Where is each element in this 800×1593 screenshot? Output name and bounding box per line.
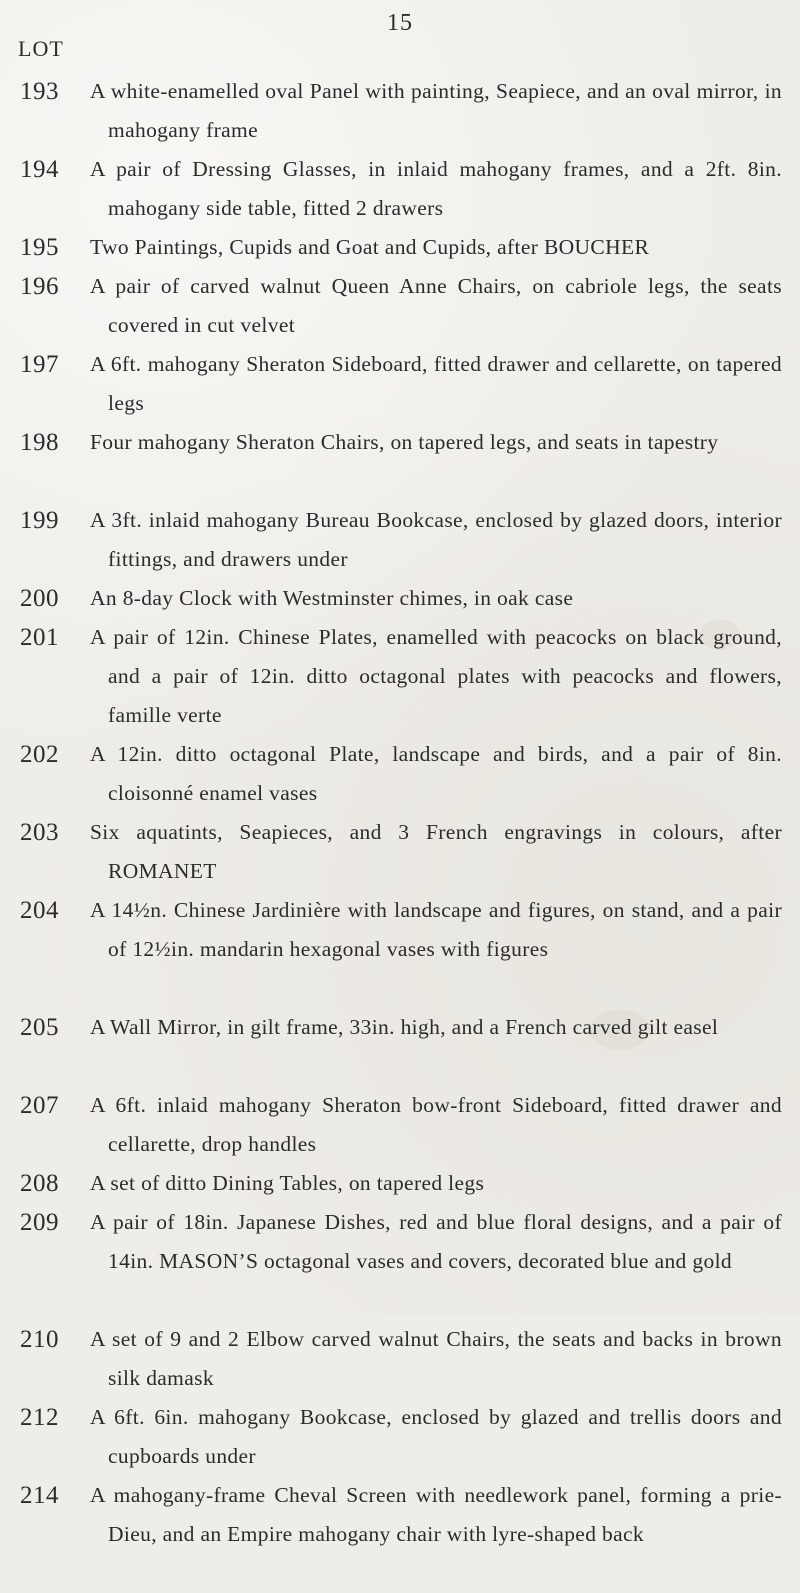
lot-entry: [0, 267, 800, 345]
lot-entry: [0, 579, 800, 618]
lot-description: A 6ft. inlaid mahogany Sheraton bow-front Sideboard, fitted drawer and cellarette, drop handles: [90, 1093, 782, 1156]
lot-entry: [0, 423, 800, 501]
lot-entry: [0, 228, 800, 267]
lot-entry: [0, 618, 800, 735]
lot-number: 205: [20, 1014, 59, 1041]
lot-number: 210: [20, 1326, 59, 1353]
lot-entry: [0, 345, 800, 423]
lot-number: 199: [20, 507, 59, 534]
lot-number: 202: [20, 741, 59, 768]
lot-number: 203: [20, 819, 59, 846]
lot-entry: [0, 1320, 800, 1398]
lot-list: [0, 72, 800, 1593]
lot-column-heading: LOT: [18, 36, 64, 61]
lot-entry: [0, 1203, 800, 1320]
lot-number: 200: [20, 585, 59, 612]
lot-entry: [0, 72, 800, 150]
lot-entry: [0, 813, 800, 891]
lot-number: 204: [20, 897, 59, 924]
lot-entry: [0, 735, 800, 813]
lot-description: Four mahogany Sheraton Chairs, on tapered legs, and seats in tapestry: [90, 430, 719, 454]
lot-description: A set of ditto Dining Tables, on tapered legs: [90, 1171, 485, 1195]
lot-description: A 3ft. inlaid mahogany Bureau Bookcase, enclosed by glazed doors, interior fittings, and drawers under: [90, 508, 782, 571]
lot-description: A pair of Dressing Glasses, in inlaid mahogany frames, and a 2ft. 8in. mahogany side table, fitted 2 drawers: [90, 157, 782, 220]
lot-description: A pair of 18in. Japanese Dishes, red and blue floral designs, and a pair of 14in. MASON’S octagonal vases and covers, decorated blue and gold: [90, 1210, 782, 1273]
lot-number: 197: [20, 351, 59, 378]
lot-entry: [0, 1008, 800, 1086]
lot-number: 208: [20, 1170, 59, 1197]
lot-number: 195: [20, 234, 59, 261]
lot-description: Two Paintings, Cupids and Goat and Cupids, after BOUCHER: [90, 235, 650, 259]
lot-number: 201: [20, 624, 59, 651]
lot-entry: [0, 1164, 800, 1203]
lot-entry: [0, 501, 800, 579]
lot-description: An 8-day Clock with Westminster chimes, in oak case: [90, 586, 574, 610]
lot-number: 207: [20, 1092, 59, 1119]
lot-entry: [0, 891, 800, 1008]
lot-description: A mahogany-frame Cheval Screen with needlework panel, forming a prie-Dieu, and an Empire mahogany chair with lyre-shaped back: [90, 1483, 782, 1546]
lot-number: 212: [20, 1404, 59, 1431]
lot-description: A set of 9 and 2 Elbow carved walnut Chairs, the seats and backs in brown silk damask: [90, 1327, 782, 1390]
lot-number: 194: [20, 156, 59, 183]
lot-number: 196: [20, 273, 59, 300]
page-number: 15: [387, 10, 413, 36]
lot-description: A 14½n. Chinese Jardinière with landscape and figures, on stand, and a pair of 12½in. mandarin hexagonal vases with figures: [90, 898, 782, 961]
lot-number: 209: [20, 1209, 59, 1236]
lot-number: 214: [20, 1482, 59, 1509]
lot-description: Six aquatints, Seapieces, and 3 French engravings in colours, after ROMANET: [90, 820, 782, 883]
lot-entry: [0, 150, 800, 228]
lot-description: A white-enamelled oval Panel with painting, Seapiece, and an oval mirror, in mahogany frame: [90, 79, 782, 142]
lot-description: A Wall Mirror, in gilt frame, 33in. high, and a French carved gilt easel: [90, 1015, 719, 1039]
lot-description: A 6ft. mahogany Sheraton Sideboard, fitted drawer and cellarette, on tapered legs: [90, 352, 782, 415]
lot-entry: [0, 1086, 800, 1164]
lot-entry: [0, 1476, 800, 1593]
lot-number: 198: [20, 429, 59, 456]
lot-number: 193: [20, 78, 59, 105]
lot-description: A pair of carved walnut Queen Anne Chairs, on cabriole legs, the seats covered in cut velvet: [90, 274, 782, 337]
lot-description: A 6ft. 6in. mahogany Bookcase, enclosed by glazed and trellis doors and cupboards under: [90, 1405, 782, 1468]
lot-description: A pair of 12in. Chinese Plates, enamelled with peacocks on black ground, and a pair of 12in. ditto octagonal plates with peacocks and flowers, famille verte: [90, 625, 782, 727]
lot-description: A 12in. ditto octagonal Plate, landscape and birds, and a pair of 8in. cloisonné enamel vases: [90, 742, 782, 805]
lot-entry: [0, 1398, 800, 1476]
